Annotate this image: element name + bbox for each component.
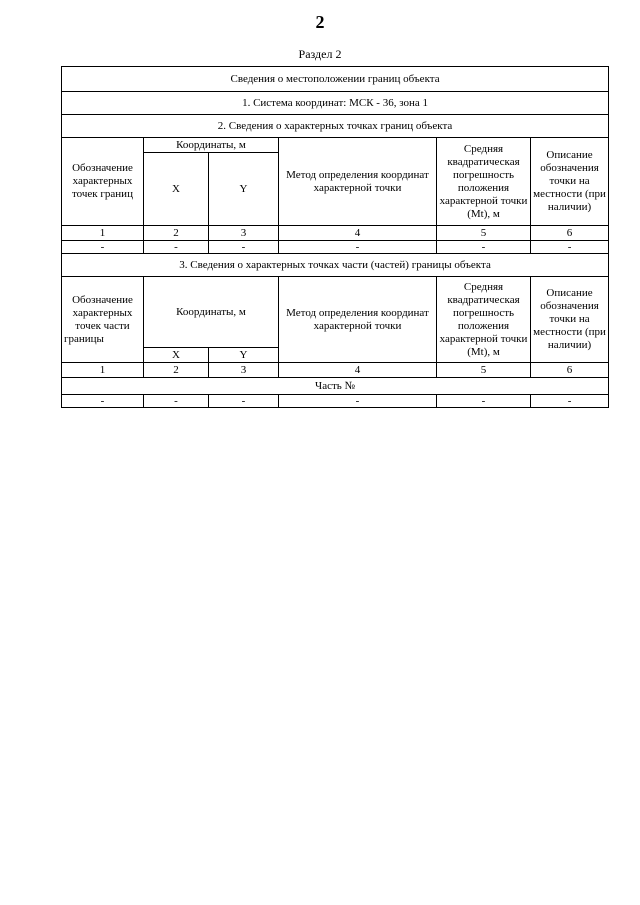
block2-cell-5: - — [437, 241, 531, 254]
boundary-table — [61, 66, 609, 408]
block3-cell-4: - — [279, 395, 437, 408]
page-number: 2 — [315, 12, 325, 32]
block2-num-3: 3 — [209, 226, 279, 241]
block3-heading: 3. Сведения о характерных точках части (частей) границы объекта — [62, 254, 609, 277]
block3-cell-1: - — [62, 395, 144, 408]
block3-num-2: 2 — [144, 363, 209, 378]
block3-col-y: Y — [209, 348, 279, 363]
block2-num-2: 2 — [144, 226, 209, 241]
block3-cell-2: - — [144, 395, 209, 408]
block3-col-description: Описание обозначения точки на местности (при наличии) — [531, 277, 609, 363]
table-row — [62, 395, 609, 408]
table-title: Сведения о местоположении границ объекта — [62, 67, 609, 92]
section-title: Раздел 2 — [298, 47, 342, 61]
block3-part-label: Часть № — [62, 378, 609, 395]
block3-cell-3: - — [209, 395, 279, 408]
block2-cell-6: - — [531, 241, 609, 254]
block3-num-1: 1 — [62, 363, 144, 378]
block3-num-4: 4 — [279, 363, 437, 378]
block2-col-method: Метод определения координат характерной точки — [279, 138, 437, 226]
table-row — [62, 241, 609, 254]
block2-cell-4: - — [279, 241, 437, 254]
block2-heading: 2. Сведения о характерных точках границ объекта — [62, 115, 609, 138]
block2-col-error: Средняя квадратическая погрешность положения характерной точки (Mt), м — [437, 138, 531, 226]
block3-cell-6: - — [531, 395, 609, 408]
block2-col-x: X — [144, 153, 209, 226]
block3-col-coordinates: Координаты, м — [144, 277, 279, 348]
block3-col-x: X — [144, 348, 209, 363]
block2-cell-3: - — [209, 241, 279, 254]
block3-col-method: Метод определения координат характерной точки — [279, 277, 437, 363]
block2-num-4: 4 — [279, 226, 437, 241]
block2-number-row — [62, 226, 609, 241]
block3-number-row — [62, 363, 609, 378]
block2-col-designation: Обозначение характерных точек границ — [62, 138, 144, 226]
block3-num-3: 3 — [209, 363, 279, 378]
block2-num-6: 6 — [531, 226, 609, 241]
block2-num-5: 5 — [437, 226, 531, 241]
block2-col-coordinates: Координаты, м — [144, 138, 279, 153]
block3-num-5: 5 — [437, 363, 531, 378]
block3-cell-5: - — [437, 395, 531, 408]
coord-system: 1. Система координат: МСК - 36, зона 1 — [62, 92, 609, 115]
block3-col-error: Средняя квадратическая погрешность положения характерной точки (Mt), м — [437, 277, 531, 363]
block2-col-y: Y — [209, 153, 279, 226]
block2-num-1: 1 — [62, 226, 144, 241]
block3-col-designation: Обозначение характерных точек части границы — [62, 277, 144, 363]
block2-cell-2: - — [144, 241, 209, 254]
block2-cell-1: - — [62, 241, 144, 254]
block3-num-6: 6 — [531, 363, 609, 378]
block2-col-description: Описание обозначения точки на местности (при наличии) — [531, 138, 609, 226]
